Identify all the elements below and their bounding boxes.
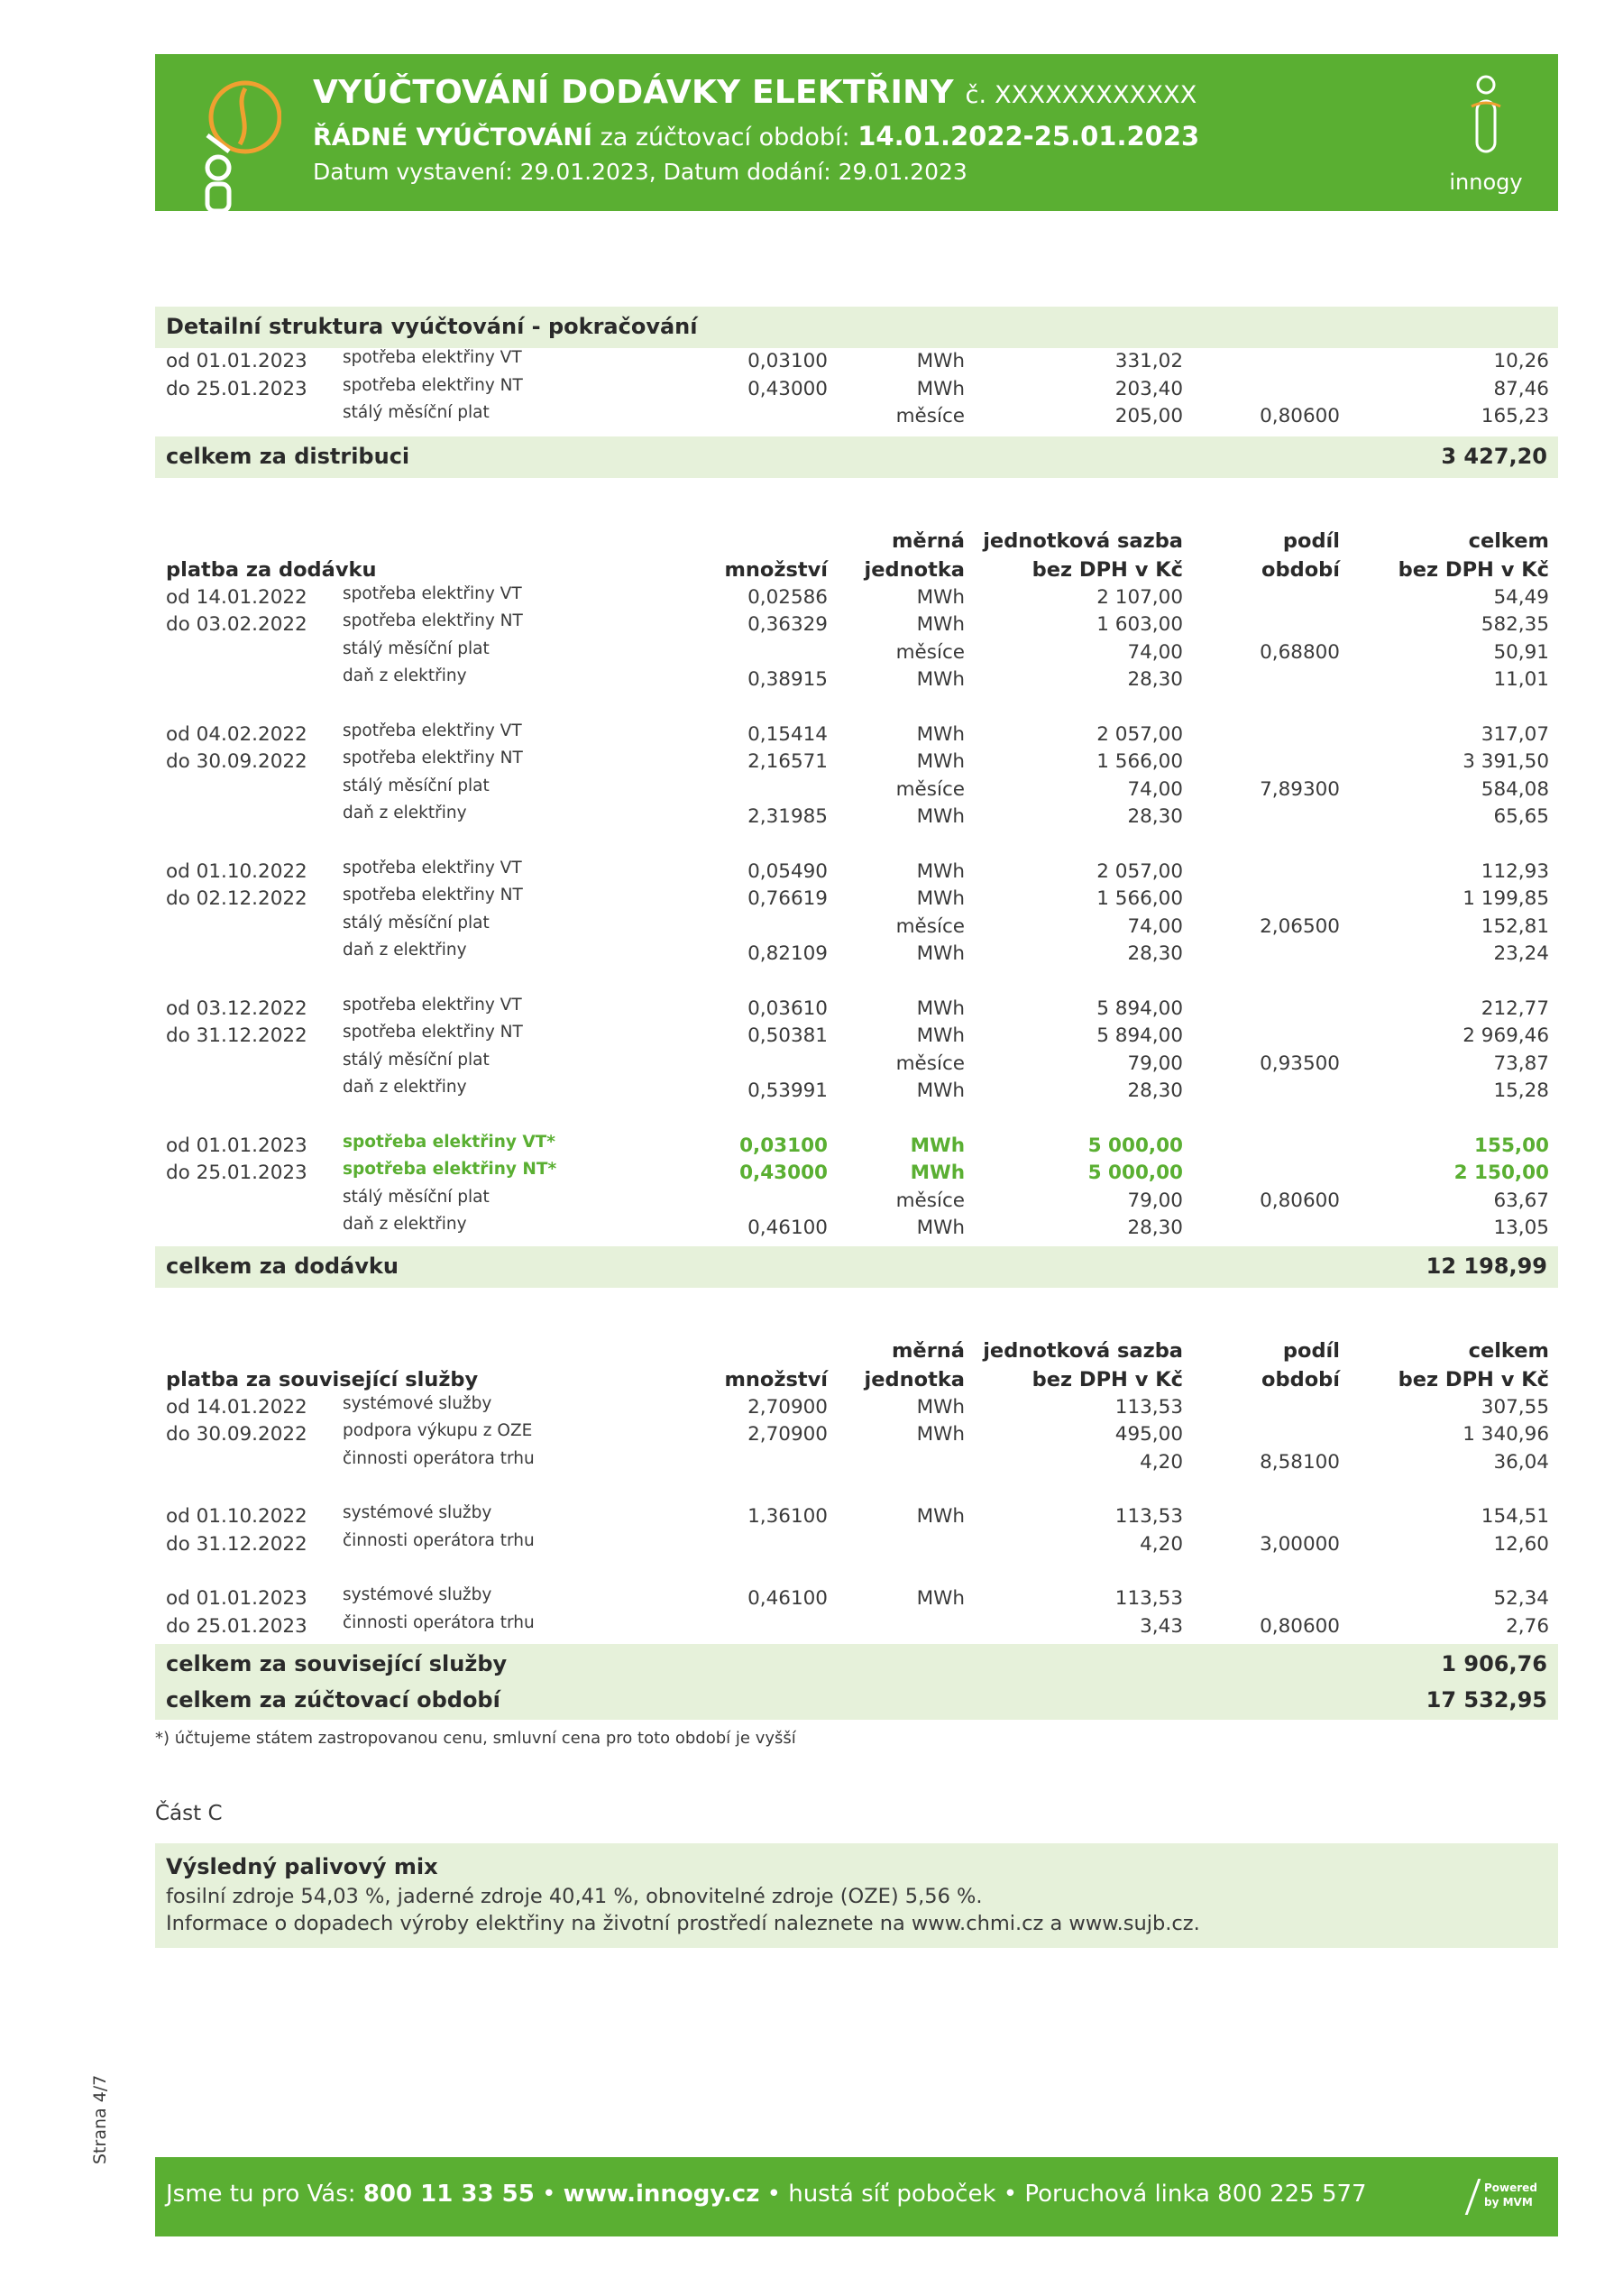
quantity-cell: 0,36329 (747, 613, 828, 636)
table-row (155, 1051, 1558, 1079)
unit-cell: MWh (916, 722, 965, 746)
quantity-cell: 0,03100 (747, 350, 828, 372)
item-cell: spotřeba elektřiny VT* (343, 1132, 555, 1152)
item-cell: činnosti operátora trhu (343, 1448, 535, 1468)
table-row (155, 1531, 1558, 1559)
total-cell: 155,00 (1474, 1134, 1549, 1157)
powered-by-mvm-logo: Powered by MVM (1472, 2179, 1535, 2215)
fuel-mix-title: Výsledný palivový mix (166, 1854, 438, 1879)
total-cell: 65,65 (1493, 805, 1549, 828)
unit-cell: MWh (916, 942, 965, 965)
hotline-phone[interactable]: 800 11 33 55 (362, 2181, 535, 2208)
unit-cell: měsíce (895, 914, 965, 938)
supply-rows (155, 584, 1558, 1243)
period-cell: do 25.01.2023 (166, 1614, 307, 1638)
rate-cell: 28,30 (1127, 1079, 1183, 1102)
quantity-cell: 0,50381 (747, 1024, 828, 1047)
item-cell: činnosti operátora trhu (343, 1530, 535, 1550)
section-title-band (155, 307, 1558, 348)
table-row (155, 639, 1558, 667)
slash-icon (1465, 2179, 1481, 2215)
quantity-cell: 0,76619 (747, 887, 828, 910)
unit-cell: MWh (916, 859, 965, 883)
table-row (155, 1160, 1558, 1188)
services-rows (155, 1394, 1558, 1641)
table-row (155, 1394, 1558, 1422)
unit-cell: MWh (916, 996, 965, 1020)
period-total: 17 532,95 (1426, 1687, 1547, 1713)
total-cell: 2 150,00 (1453, 1162, 1549, 1184)
distribution-total-band: celkem za distribuci 3 427,20 (155, 436, 1558, 478)
brand-name: innogy (1449, 170, 1523, 195)
total-cell: 10,26 (1493, 350, 1549, 372)
unit-cell: MWh (916, 1505, 965, 1528)
item-cell: daň z elektřiny (343, 804, 467, 822)
rate-cell: 203,40 (1114, 377, 1183, 400)
quantity-cell: 2,70900 (747, 1423, 828, 1446)
table-row (155, 584, 1558, 612)
services-title: platba za související služby (166, 1367, 479, 1391)
item-cell: spotřeba elektřiny NT (343, 748, 523, 767)
rate-cell: 74,00 (1127, 914, 1183, 938)
table-row (155, 1449, 1558, 1477)
unit-cell: MWh (916, 887, 965, 910)
services-total: 1 906,76 (1441, 1651, 1547, 1676)
quantity-cell: 0,03100 (739, 1134, 828, 1157)
rate-cell: 331,02 (1114, 350, 1183, 372)
rate-cell: 28,30 (1127, 1217, 1183, 1239)
quantity-cell: 0,82109 (747, 942, 828, 965)
period-cell: do 02.12.2022 (166, 887, 307, 910)
unit-cell: měsíce (895, 1052, 965, 1075)
item-cell: daň z elektřiny (343, 941, 467, 960)
rate-cell: 79,00 (1127, 1189, 1183, 1212)
item-cell: činnosti operátora trhu (343, 1612, 535, 1632)
document-number: č. XXXXXXXXXXXX (965, 81, 1197, 109)
item-cell: spotřeba elektřiny VT (343, 721, 522, 740)
total-cell: 1 340,96 (1463, 1423, 1549, 1446)
share-cell: 0,80600 (1260, 405, 1340, 427)
quantity-cell: 0,15414 (747, 722, 828, 746)
item-cell: systémové služby (343, 1585, 492, 1604)
period-cell: od 03.12.2022 (166, 996, 307, 1020)
website-link[interactable]: www.innogy.cz (563, 2181, 760, 2208)
quantity-cell: 0,46100 (747, 1217, 828, 1239)
unit-cell: MWh (916, 1024, 965, 1047)
total-cell: 15,28 (1493, 1079, 1549, 1102)
period-cell: od 04.02.2022 (166, 722, 307, 746)
period-cell: do 31.12.2022 (166, 1024, 307, 1047)
unit-cell: MWh (916, 1217, 965, 1239)
unit-cell: MWh (916, 750, 965, 773)
distribution-rows (155, 348, 1558, 431)
fuel-mix-info: Informace o dopadech výroby elektřiny na životní prostředí naleznete na www.chmi.cz a www.sujb.cz. (166, 1912, 1200, 1935)
table-row (155, 941, 1558, 969)
unit-cell: MWh (916, 1395, 965, 1419)
item-cell: spotřeba elektřiny VT (343, 583, 522, 603)
header-titles (313, 72, 1199, 188)
quantity-cell: 0,53991 (747, 1079, 828, 1102)
unit-cell: MWh (916, 668, 965, 691)
billing-detail (155, 307, 1558, 1948)
item-cell: stálý měsíční plat (343, 403, 490, 422)
rate-cell: 2 057,00 (1096, 859, 1183, 883)
item-cell: stálý měsíční plat (343, 1050, 490, 1070)
period-cell: od 14.01.2022 (166, 1395, 307, 1419)
quantity-cell: 0,38915 (747, 668, 828, 691)
table-row (155, 403, 1558, 431)
table-row (155, 1503, 1558, 1531)
unit-cell: měsíce (895, 777, 965, 801)
total-cell: 23,24 (1493, 942, 1549, 965)
total-cell: 50,91 (1493, 640, 1549, 664)
quantity-cell: 2,70900 (747, 1395, 828, 1419)
period-cell: od 01.01.2023 (166, 1587, 307, 1610)
total-cell: 36,04 (1493, 1450, 1549, 1474)
period-cell: od 01.01.2023 (166, 1134, 307, 1157)
share-cell: 8,58100 (1260, 1450, 1340, 1474)
rate-cell: 74,00 (1127, 777, 1183, 801)
rate-cell: 113,53 (1114, 1395, 1183, 1419)
unit-cell: MWh (916, 377, 965, 400)
period-cell: do 31.12.2022 (166, 1532, 307, 1556)
unit-cell: měsíce (895, 640, 965, 664)
table-row (155, 611, 1558, 639)
unit-cell: MWh (910, 1162, 965, 1184)
supply-title: platba za dodávku (166, 557, 377, 582)
table-row (155, 666, 1558, 694)
rate-cell: 1 566,00 (1096, 750, 1183, 773)
total-cell: 582,35 (1481, 613, 1549, 636)
item-cell: spotřeba elektřiny NT (343, 886, 523, 905)
rate-cell: 1 566,00 (1096, 887, 1183, 910)
total-cell: 87,46 (1493, 377, 1549, 400)
total-cell: 317,07 (1481, 722, 1549, 746)
item-cell: spotřeba elektřiny NT (343, 1023, 523, 1042)
rate-cell: 5 000,00 (1087, 1162, 1183, 1184)
item-cell: spotřeba elektřiny NT (343, 375, 523, 395)
table-row (155, 348, 1558, 376)
quantity-cell: 0,02586 (747, 585, 828, 609)
page-number: Strana 4/7 (90, 2074, 110, 2164)
share-cell: 7,89300 (1260, 777, 1340, 801)
rate-cell: 5 894,00 (1096, 1024, 1183, 1047)
table-row (155, 1133, 1558, 1161)
billing-period: 14.01.2022-25.01.2023 (857, 121, 1200, 152)
item-cell: spotřeba elektřiny VT (343, 858, 522, 877)
table-row (155, 748, 1558, 776)
section-title: Detailní struktura vyúčtování - pokračování (166, 314, 698, 339)
table-row (155, 1023, 1558, 1051)
total-cell: 1 199,85 (1463, 887, 1549, 910)
total-cell: 154,51 (1481, 1505, 1549, 1528)
services-column-header: platba za související služby množství měrná jednotka jednotková sazba bez DPH v Kč podíl období celkem bez DPH v Kč (155, 1335, 1558, 1394)
services-total-band: celkem za související služby 1 906,76 celkem za zúčtovací období 17 532,95 (155, 1644, 1558, 1720)
share-cell: 0,93500 (1260, 1052, 1340, 1075)
table-row (155, 1421, 1558, 1449)
total-cell: 63,67 (1493, 1189, 1549, 1212)
table-row (155, 859, 1558, 886)
table-row (155, 886, 1558, 914)
period-cell: do 30.09.2022 (166, 1423, 307, 1446)
issue-dates: Datum vystavení: 29.01.2023, Datum dodání: 29.01.2023 (313, 159, 967, 185)
unit-cell: MWh (916, 1587, 965, 1610)
total-cell: 12,60 (1493, 1532, 1549, 1556)
item-cell: spotřeba elektřiny VT (343, 348, 522, 367)
unit-cell: MWh (910, 1134, 965, 1157)
table-row (155, 776, 1558, 804)
item-cell: daň z elektřiny (343, 1078, 467, 1097)
total-cell: 73,87 (1493, 1052, 1549, 1075)
document-title: VYÚČTOVÁNÍ DODÁVKY ELEKTŘINY č. XXXXXXXXXXXX (313, 74, 1197, 111)
quantity-cell: 0,03610 (747, 996, 828, 1020)
innogy-brand (1441, 72, 1531, 195)
part-c-label: Část C (155, 1802, 223, 1825)
quantity-cell: 0,43000 (739, 1162, 828, 1184)
innogy-logo-icon (1468, 72, 1504, 162)
share-cell: 0,80600 (1260, 1189, 1340, 1212)
total-cell: 112,93 (1481, 859, 1549, 883)
supply-total-band: celkem za dodávku 12 198,99 (155, 1246, 1558, 1288)
item-cell: stálý měsíční plat (343, 913, 490, 932)
share-cell: 3,00000 (1260, 1532, 1340, 1556)
item-cell: spotřeba elektřiny NT (343, 611, 523, 630)
unit-cell: MWh (916, 805, 965, 828)
rate-cell: 3,43 (1140, 1614, 1183, 1638)
power-symbol-logo-icon (182, 70, 281, 211)
table-row (155, 1215, 1558, 1243)
rate-cell: 28,30 (1127, 942, 1183, 965)
total-cell: 212,77 (1481, 996, 1549, 1020)
rate-cell: 5 894,00 (1096, 996, 1183, 1020)
distribution-total: 3 427,20 (1441, 443, 1547, 469)
share-cell: 0,80600 (1260, 1614, 1340, 1638)
rate-cell: 113,53 (1114, 1505, 1183, 1528)
quantity-cell: 2,31985 (747, 805, 828, 828)
period-cell: do 03.02.2022 (166, 613, 307, 636)
unit-cell: MWh (916, 350, 965, 372)
fuel-mix-line: fosilní zdroje 54,03 %, jaderné zdroje 40,41 %, obnovitelné zdroje (OZE) 5,56 %. (166, 1885, 983, 1908)
rate-cell: 5 000,00 (1087, 1134, 1183, 1157)
item-cell: spotřeba elektřiny NT* (343, 1160, 557, 1179)
table-row (155, 376, 1558, 404)
period-cell: do 25.01.2023 (166, 377, 307, 400)
rate-cell: 495,00 (1114, 1423, 1183, 1446)
header-banner (155, 54, 1558, 211)
total-cell: 307,55 (1481, 1395, 1549, 1419)
table-row (155, 996, 1558, 1024)
total-cell: 54,49 (1493, 585, 1549, 609)
unit-cell: MWh (916, 1423, 965, 1446)
unit-cell: měsíce (895, 405, 965, 427)
table-row (155, 1585, 1558, 1613)
rate-cell: 2 057,00 (1096, 722, 1183, 746)
rate-cell: 28,30 (1127, 805, 1183, 828)
total-cell: 3 391,50 (1463, 750, 1549, 773)
item-cell: stálý měsíční plat (343, 1187, 490, 1207)
total-cell: 2 969,46 (1463, 1024, 1549, 1047)
period-cell: do 30.09.2022 (166, 750, 307, 773)
rate-cell: 4,20 (1140, 1532, 1183, 1556)
item-cell: systémové služby (343, 1393, 492, 1413)
unit-cell: MWh (916, 585, 965, 609)
fuel-mix-box (155, 1843, 1558, 1948)
item-cell: daň z elektřiny (343, 1215, 467, 1234)
period-cell: od 01.10.2022 (166, 1505, 307, 1528)
period-cell: od 01.01.2023 (166, 350, 307, 372)
item-cell: stálý měsíční plat (343, 776, 490, 795)
quantity-cell: 0,46100 (747, 1587, 828, 1610)
item-cell: stálý měsíční plat (343, 638, 490, 658)
table-row (155, 804, 1558, 831)
supply-total: 12 198,99 (1426, 1253, 1547, 1279)
share-cell: 2,06500 (1260, 914, 1340, 938)
rate-cell: 28,30 (1127, 668, 1183, 691)
footer-contact: Jsme tu pro Vás: 800 11 33 55 • www.innogy.cz • hustá síť poboček • Poruchová linka 800 225 577 (166, 2181, 1367, 2208)
item-cell: spotřeba elektřiny VT (343, 995, 522, 1015)
total-cell: 584,08 (1481, 777, 1549, 801)
supply-column-header: platba za dodávku množství měrná jednotka jednotková sazba bez DPH v Kč podíl období celkem bez DPH v Kč (155, 525, 1558, 584)
total-cell: 2,76 (1506, 1614, 1549, 1638)
rate-cell: 74,00 (1127, 640, 1183, 664)
rate-cell: 4,20 (1140, 1450, 1183, 1474)
item-cell: systémové služby (343, 1503, 492, 1522)
table-row (155, 914, 1558, 941)
unit-cell: měsíce (895, 1189, 965, 1212)
table-row (155, 1613, 1558, 1641)
total-cell: 52,34 (1493, 1587, 1549, 1610)
total-cell: 11,01 (1493, 668, 1549, 691)
rate-cell: 205,00 (1114, 405, 1183, 427)
unit-cell: MWh (916, 1079, 965, 1102)
period-cell: od 14.01.2022 (166, 585, 307, 609)
total-cell: 165,23 (1481, 405, 1549, 427)
unit-cell: MWh (916, 613, 965, 636)
total-cell: 13,05 (1493, 1217, 1549, 1239)
period-cell: od 01.10.2022 (166, 859, 307, 883)
quantity-cell: 0,43000 (747, 377, 828, 400)
quantity-cell: 2,16571 (747, 750, 828, 773)
footnote: *) účtujeme státem zastropovanou cenu, smluvní cena pro toto období je vyšší (155, 1729, 796, 1748)
table-row (155, 721, 1558, 749)
rate-cell: 1 603,00 (1096, 613, 1183, 636)
table-row (155, 1188, 1558, 1216)
total-cell: 152,81 (1481, 914, 1549, 938)
item-cell: daň z elektřiny (343, 666, 467, 685)
table-row (155, 1078, 1558, 1106)
quantity-cell: 0,05490 (747, 859, 828, 883)
footer-banner (155, 2157, 1558, 2236)
rate-cell: 113,53 (1114, 1587, 1183, 1610)
quantity-cell: 1,36100 (747, 1505, 828, 1528)
rate-cell: 2 107,00 (1096, 585, 1183, 609)
item-cell: podpora výkupu z OZE (343, 1421, 533, 1440)
rate-cell: 79,00 (1127, 1052, 1183, 1075)
billing-type: ŘÁDNÉ VYÚČTOVÁNÍ za zúčtovací období: 14.01.2022-25.01.2023 (313, 121, 1200, 152)
period-cell: do 25.01.2023 (166, 1162, 307, 1184)
share-cell: 0,68800 (1260, 640, 1340, 664)
